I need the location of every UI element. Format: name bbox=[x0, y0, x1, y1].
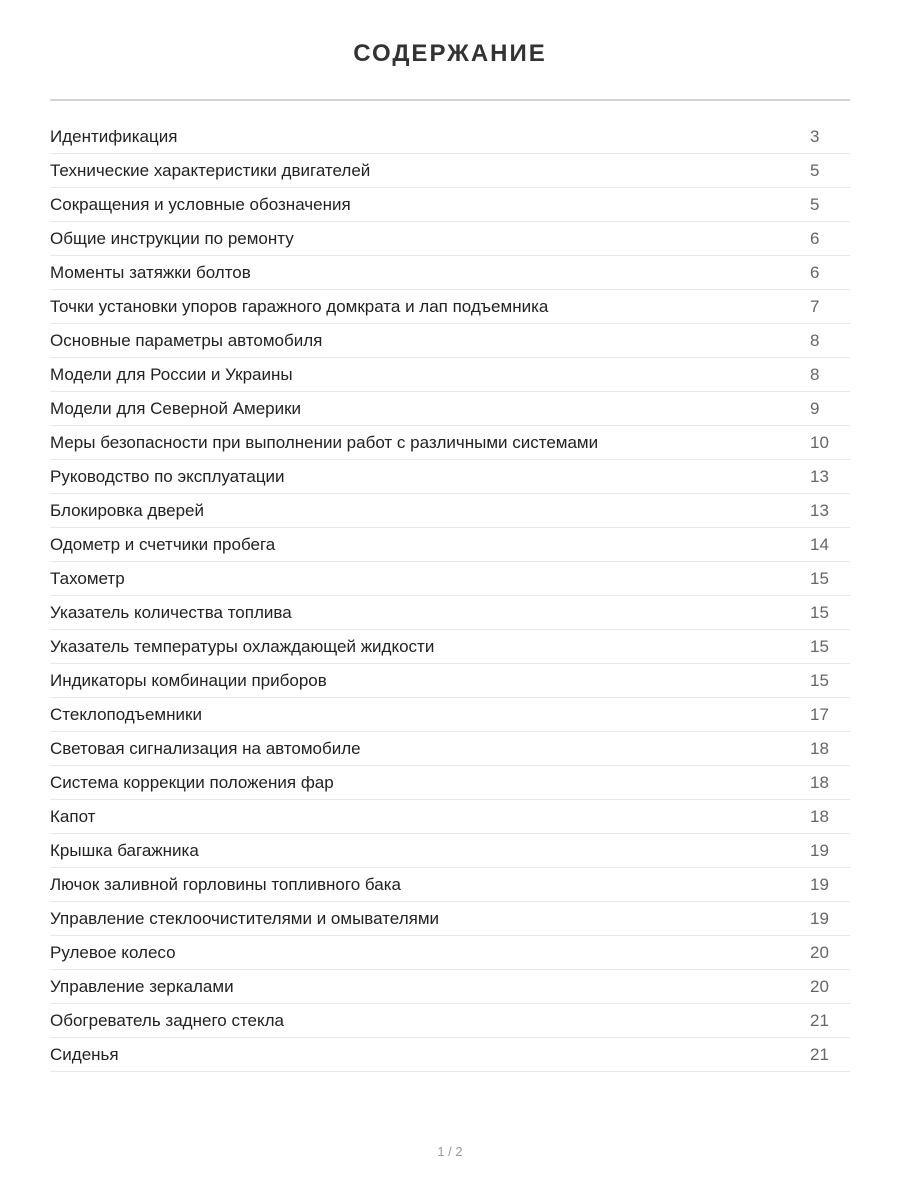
toc-entry-page: 13 bbox=[810, 466, 829, 486]
toc-entry-title: Сиденья bbox=[50, 1044, 119, 1064]
toc-entry-title: Управление зеркалами bbox=[50, 976, 234, 996]
toc-entry-title: Технические характеристики двигателей bbox=[50, 160, 371, 180]
toc-entry-title: Одометр и счетчики пробега bbox=[50, 534, 276, 554]
toc-row[interactable] bbox=[50, 766, 850, 800]
toc-entry-page: 10 bbox=[810, 432, 829, 452]
toc-row[interactable] bbox=[50, 154, 850, 188]
toc-row[interactable] bbox=[50, 698, 850, 732]
toc-entry-page: 15 bbox=[810, 670, 829, 690]
toc-entry-page: 15 bbox=[810, 568, 829, 588]
toc-row[interactable] bbox=[50, 732, 850, 766]
toc-row[interactable] bbox=[50, 664, 850, 698]
toc-row[interactable] bbox=[50, 324, 850, 358]
toc-row[interactable] bbox=[50, 800, 850, 834]
toc-row[interactable] bbox=[50, 188, 850, 222]
toc-entry-page: 19 bbox=[810, 874, 829, 894]
toc-entry-title: Указатель температуры охлаждающей жидкости bbox=[50, 636, 435, 656]
toc-row[interactable] bbox=[50, 868, 850, 902]
toc-entry-title: Модели для России и Украины bbox=[50, 364, 293, 384]
toc-entry-title: Крышка багажника bbox=[50, 840, 199, 860]
toc-row[interactable] bbox=[50, 494, 850, 528]
toc-entry-page: 21 bbox=[810, 1044, 829, 1064]
toc-entry-title: Моменты затяжки болтов bbox=[50, 262, 251, 282]
toc-entry-title: Управление стеклоочистителями и омывателями bbox=[50, 908, 439, 928]
toc-entry-title: Стеклоподъемники bbox=[50, 704, 202, 724]
toc-entry-title: Указатель количества топлива bbox=[50, 602, 292, 622]
toc-entry-title: Индикаторы комбинации приборов bbox=[50, 670, 327, 690]
table-of-contents bbox=[50, 120, 850, 1072]
toc-entry-page: 19 bbox=[810, 908, 829, 928]
toc-entry-title: Основные параметры автомобиля bbox=[50, 330, 323, 350]
toc-row[interactable] bbox=[50, 834, 850, 868]
toc-entry-page: 14 bbox=[810, 534, 829, 554]
toc-row[interactable] bbox=[50, 1004, 850, 1038]
toc-row[interactable] bbox=[50, 290, 850, 324]
page-title: СОДЕРЖАНИЕ bbox=[353, 40, 547, 67]
toc-entry-title: Система коррекции положения фар bbox=[50, 772, 334, 792]
toc-entry-title: Световая сигнализация на автомобиле bbox=[50, 738, 361, 758]
toc-entry-title: Обогреватель заднего стекла bbox=[50, 1010, 284, 1030]
toc-entry-title: Идентификация bbox=[50, 126, 178, 146]
toc-entry-page: 17 bbox=[810, 704, 829, 724]
toc-entry-page: 5 bbox=[810, 194, 820, 214]
toc-row[interactable] bbox=[50, 256, 850, 290]
toc-row[interactable] bbox=[50, 392, 850, 426]
toc-entry-page: 6 bbox=[810, 262, 820, 282]
toc-entry-page: 13 bbox=[810, 500, 829, 520]
toc-entry-page: 15 bbox=[810, 602, 829, 622]
toc-entry-title: Рулевое колесо bbox=[50, 942, 176, 962]
toc-row[interactable] bbox=[50, 902, 850, 936]
title-divider bbox=[50, 99, 850, 101]
toc-row[interactable] bbox=[50, 222, 850, 256]
toc-entry-page: 8 bbox=[810, 330, 820, 350]
toc-row[interactable] bbox=[50, 630, 850, 664]
toc-row[interactable] bbox=[50, 528, 850, 562]
toc-entry-title: Общие инструкции по ремонту bbox=[50, 228, 294, 248]
toc-entry-title: Меры безопасности при выполнении работ с различными системами bbox=[50, 432, 599, 452]
toc-row[interactable] bbox=[50, 358, 850, 392]
toc-row[interactable] bbox=[50, 460, 850, 494]
toc-entry-page: 21 bbox=[810, 1010, 829, 1030]
toc-entry-page: 19 bbox=[810, 840, 829, 860]
toc-entry-page: 20 bbox=[810, 942, 829, 962]
toc-entry-title: Точки установки упоров гаражного домкрата и лап подъемника bbox=[50, 296, 549, 316]
toc-entry-page: 18 bbox=[810, 772, 829, 792]
toc-row[interactable] bbox=[50, 562, 850, 596]
toc-entry-title: Модели для Северной Америки bbox=[50, 398, 302, 418]
toc-entry-page: 9 bbox=[810, 398, 820, 418]
toc-entry-page: 8 bbox=[810, 364, 820, 384]
toc-entry-title: Сокращения и условные обозначения bbox=[50, 194, 351, 214]
toc-entry-page: 6 bbox=[810, 228, 820, 248]
toc-entry-page: 7 bbox=[810, 296, 820, 316]
toc-entry-page: 20 bbox=[810, 976, 829, 996]
toc-entry-page: 15 bbox=[810, 636, 829, 656]
toc-entry-title: Руководство по эксплуатации bbox=[50, 466, 285, 486]
toc-entry-page: 3 bbox=[810, 126, 820, 146]
toc-row[interactable] bbox=[50, 970, 850, 1004]
toc-entry-title: Лючок заливной горловины топливного бака bbox=[50, 874, 401, 894]
page-indicator: 1 / 2 bbox=[437, 1144, 463, 1159]
toc-row[interactable] bbox=[50, 120, 850, 154]
toc-entry-page: 5 bbox=[810, 160, 820, 180]
toc-entry-title: Капот bbox=[50, 806, 96, 826]
toc-row[interactable] bbox=[50, 596, 850, 630]
toc-row[interactable] bbox=[50, 1038, 850, 1072]
toc-row[interactable] bbox=[50, 426, 850, 460]
toc-row[interactable] bbox=[50, 936, 850, 970]
toc-entry-page: 18 bbox=[810, 806, 829, 826]
toc-entry-title: Тахометр bbox=[50, 568, 125, 588]
toc-entry-page: 18 bbox=[810, 738, 829, 758]
toc-entry-title: Блокировка дверей bbox=[50, 500, 205, 520]
